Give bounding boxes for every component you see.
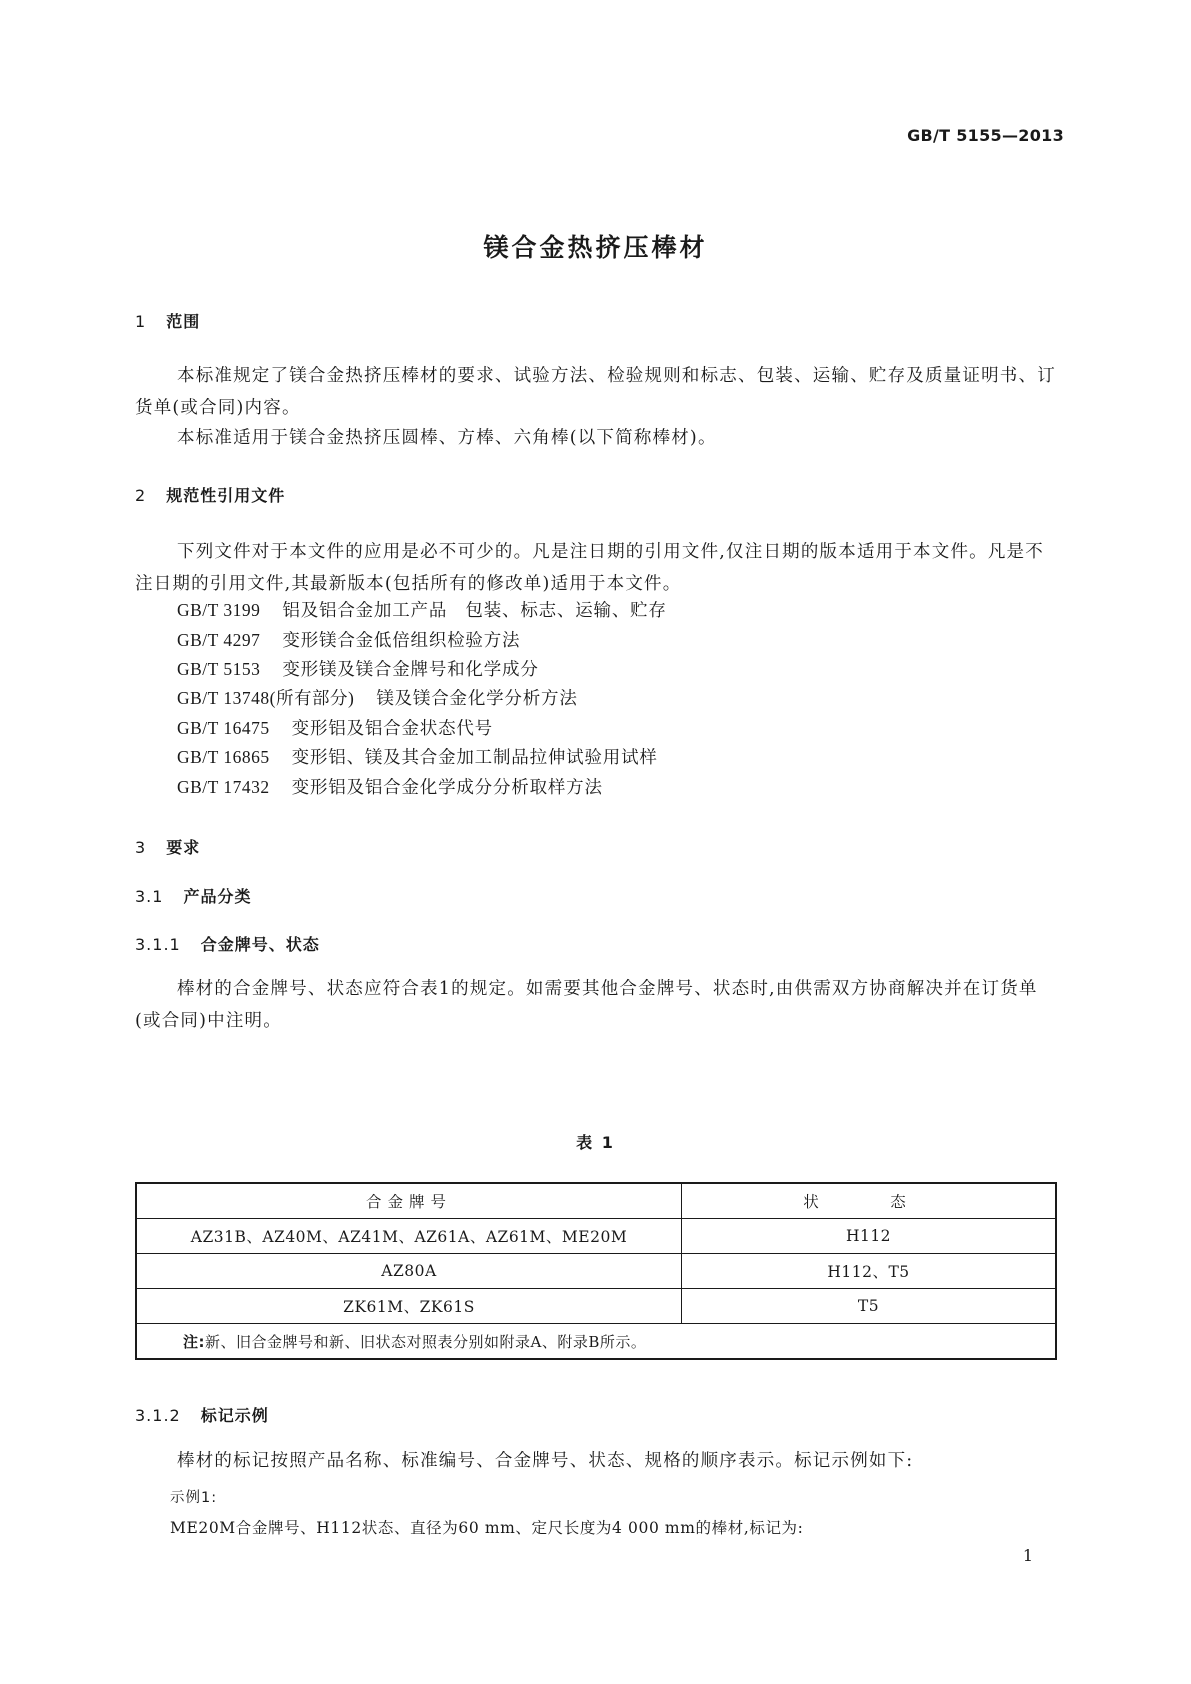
section-heading-3-1-1 (135, 932, 320, 955)
column-header-state: 状 态 (682, 1183, 1057, 1219)
reference-code: GB/T 17432 (177, 777, 270, 797)
reference-title: 变形镁及镁合金牌号和化学成分 (282, 660, 539, 680)
reference-item (177, 686, 578, 711)
state-cell: T5 (682, 1289, 1057, 1324)
reference-title: 变形铝、镁及其合金加工制品拉伸试验用试样 (291, 748, 658, 768)
reference-item (177, 657, 539, 682)
section-title: 要求 (166, 838, 201, 857)
alloy-cell: ZK61M、ZK61S (136, 1289, 682, 1324)
reference-code: GB/T 16865 (177, 747, 270, 767)
reference-code: GB/T 4297 (177, 630, 261, 650)
reference-code: GB/T 3199 (177, 600, 261, 620)
section-number: 1 (135, 312, 147, 331)
page-number: 1 (1022, 1546, 1033, 1565)
reference-title: 变形铝及铝合金化学成分分析取样方法 (291, 778, 603, 798)
alloy-state-table (135, 1182, 1057, 1360)
state-cell: H112 (682, 1219, 1057, 1254)
reference-title: 镁及镁合金化学分析方法 (376, 689, 578, 709)
reference-code: GB/T 5153 (177, 659, 261, 679)
section-heading-3-1-2 (135, 1403, 269, 1426)
marking-intro-paragraph: 棒材的标记按照产品名称、标准编号、合金牌号、状态、规格的顺序表示。标记示例如下: (177, 1451, 914, 1471)
reference-title: 铝及铝合金加工产品 包装、标志、运输、贮存 (282, 601, 667, 621)
note-text: 新、旧合金牌号和新、旧状态对照表分别如附录A、附录B所示。 (205, 1332, 647, 1351)
table-note (136, 1324, 1056, 1360)
section-number: 3.1.1 (135, 935, 181, 954)
alloy-requirement-paragraph: 棒材的合金牌号、状态应符合表1的规定。如需要其他合金牌号、状态时,由供需双方协商解决并在订货单(或合同)中注明。 (135, 979, 1038, 1031)
table-row (136, 1254, 1056, 1289)
section-title: 规范性引用文件 (166, 486, 286, 505)
reference-title: 变形镁合金低倍组织检验方法 (282, 631, 521, 651)
reference-item (177, 716, 493, 741)
section-title: 标记示例 (200, 1406, 269, 1425)
scope-paragraph-2: 本标准适用于镁合金热挤压圆棒、方棒、六角棒(以下简称棒材)。 (177, 428, 717, 448)
table-caption: 表 1 (576, 1133, 615, 1152)
state-cell: H112、T5 (682, 1254, 1057, 1289)
section-number: 2 (135, 486, 147, 505)
section-number: 3 (135, 838, 147, 857)
table-note-row (136, 1324, 1056, 1360)
reference-item (177, 745, 658, 770)
note-label: 注: (183, 1332, 205, 1351)
reference-item (177, 598, 667, 623)
document-title: 镁合金热挤压棒材 (483, 233, 708, 262)
example-text: ME20M合金牌号、H112状态、直径为60 mm、定尺长度为4 000 mm的棒材,标记为: (170, 1519, 804, 1537)
section-heading-3-1 (135, 884, 251, 907)
column-header-alloy: 合金牌号 (136, 1183, 682, 1219)
section-heading-2 (135, 483, 285, 506)
reference-code: GB/T 16475 (177, 718, 270, 738)
reference-item (177, 628, 520, 653)
section-title: 范围 (166, 312, 201, 331)
reference-item (177, 775, 603, 800)
table-row (136, 1289, 1056, 1324)
table-row (136, 1219, 1056, 1254)
section-title: 合金牌号、状态 (200, 935, 320, 954)
standard-code: GB/T 5155—2013 (907, 126, 1064, 145)
section-number: 3.1 (135, 887, 164, 906)
example-label: 示例1: (170, 1490, 218, 1506)
references-intro-paragraph: 下列文件对于本文件的应用是必不可少的。凡是注日期的引用文件,仅注日期的版本适用于本文件。凡是不注日期的引用文件,其最新版本(包括所有的修改单)适用于本文件。 (135, 542, 1044, 594)
section-title: 产品分类 (183, 887, 252, 906)
reference-title: 变形铝及铝合金状态代号 (291, 719, 493, 739)
section-number: 3.1.2 (135, 1406, 181, 1425)
section-heading-3 (135, 835, 200, 858)
scope-paragraph-1: 本标准规定了镁合金热挤压棒材的要求、试验方法、检验规则和标志、包装、运输、贮存及质量证明书、订货单(或合同)内容。 (135, 366, 1056, 418)
alloy-cell: AZ31B、AZ40M、AZ41M、AZ61A、AZ61M、ME20M (136, 1219, 682, 1254)
section-heading-1 (135, 309, 200, 332)
table-header-row (136, 1183, 1056, 1219)
alloy-cell: AZ80A (136, 1254, 682, 1289)
reference-code: GB/T 13748(所有部分) (177, 688, 355, 708)
